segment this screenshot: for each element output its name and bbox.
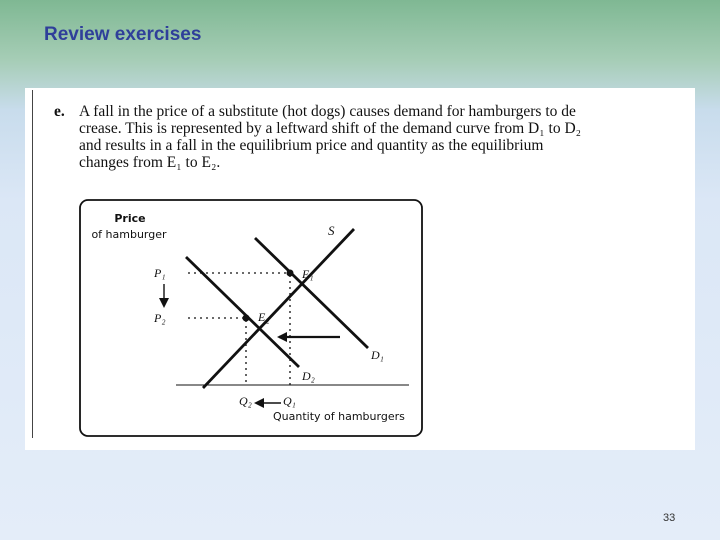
- exercise-line-3: and results in a fall in the equilibrium price and quantity as the equilibrium: [79, 137, 544, 154]
- demand-curve-d1: [255, 238, 368, 348]
- price2-label: P₂: [154, 311, 166, 325]
- slide-number: 33: [663, 512, 676, 524]
- supply-label: S: [328, 223, 335, 238]
- exercise-label: e.: [54, 103, 65, 120]
- exercise-line-1: A fall in the price of a substitute (hot dogs) causes demand for hamburgers to de: [79, 103, 576, 120]
- demand2-label: D₂: [302, 369, 315, 383]
- equilibrium2-label: E₂: [258, 310, 270, 324]
- supply-curve: [203, 229, 354, 388]
- y-axis-label-line1: Price: [114, 212, 146, 225]
- equilibrium1-label: E₁: [302, 267, 314, 281]
- equilibrium-e2-point: [243, 315, 250, 322]
- exercise-line-2: crease. This is represented by a leftward shift of the demand curve from D₁ to D₂: [79, 120, 582, 137]
- equilibrium-e1-point: [287, 270, 294, 277]
- demand1-label: D₁: [371, 348, 384, 362]
- x-axis-label: Quantity of hamburgers: [273, 410, 405, 423]
- quantity2-label: Q₂: [239, 394, 252, 408]
- y-axis-label-line2: of hamburger: [91, 228, 167, 241]
- price1-label: P₁: [154, 266, 166, 280]
- exercise-line-4: changes from E₁ to E₂.: [79, 154, 221, 171]
- slide-title: Review exercises: [44, 24, 202, 45]
- quantity1-label: Q₁: [283, 394, 296, 408]
